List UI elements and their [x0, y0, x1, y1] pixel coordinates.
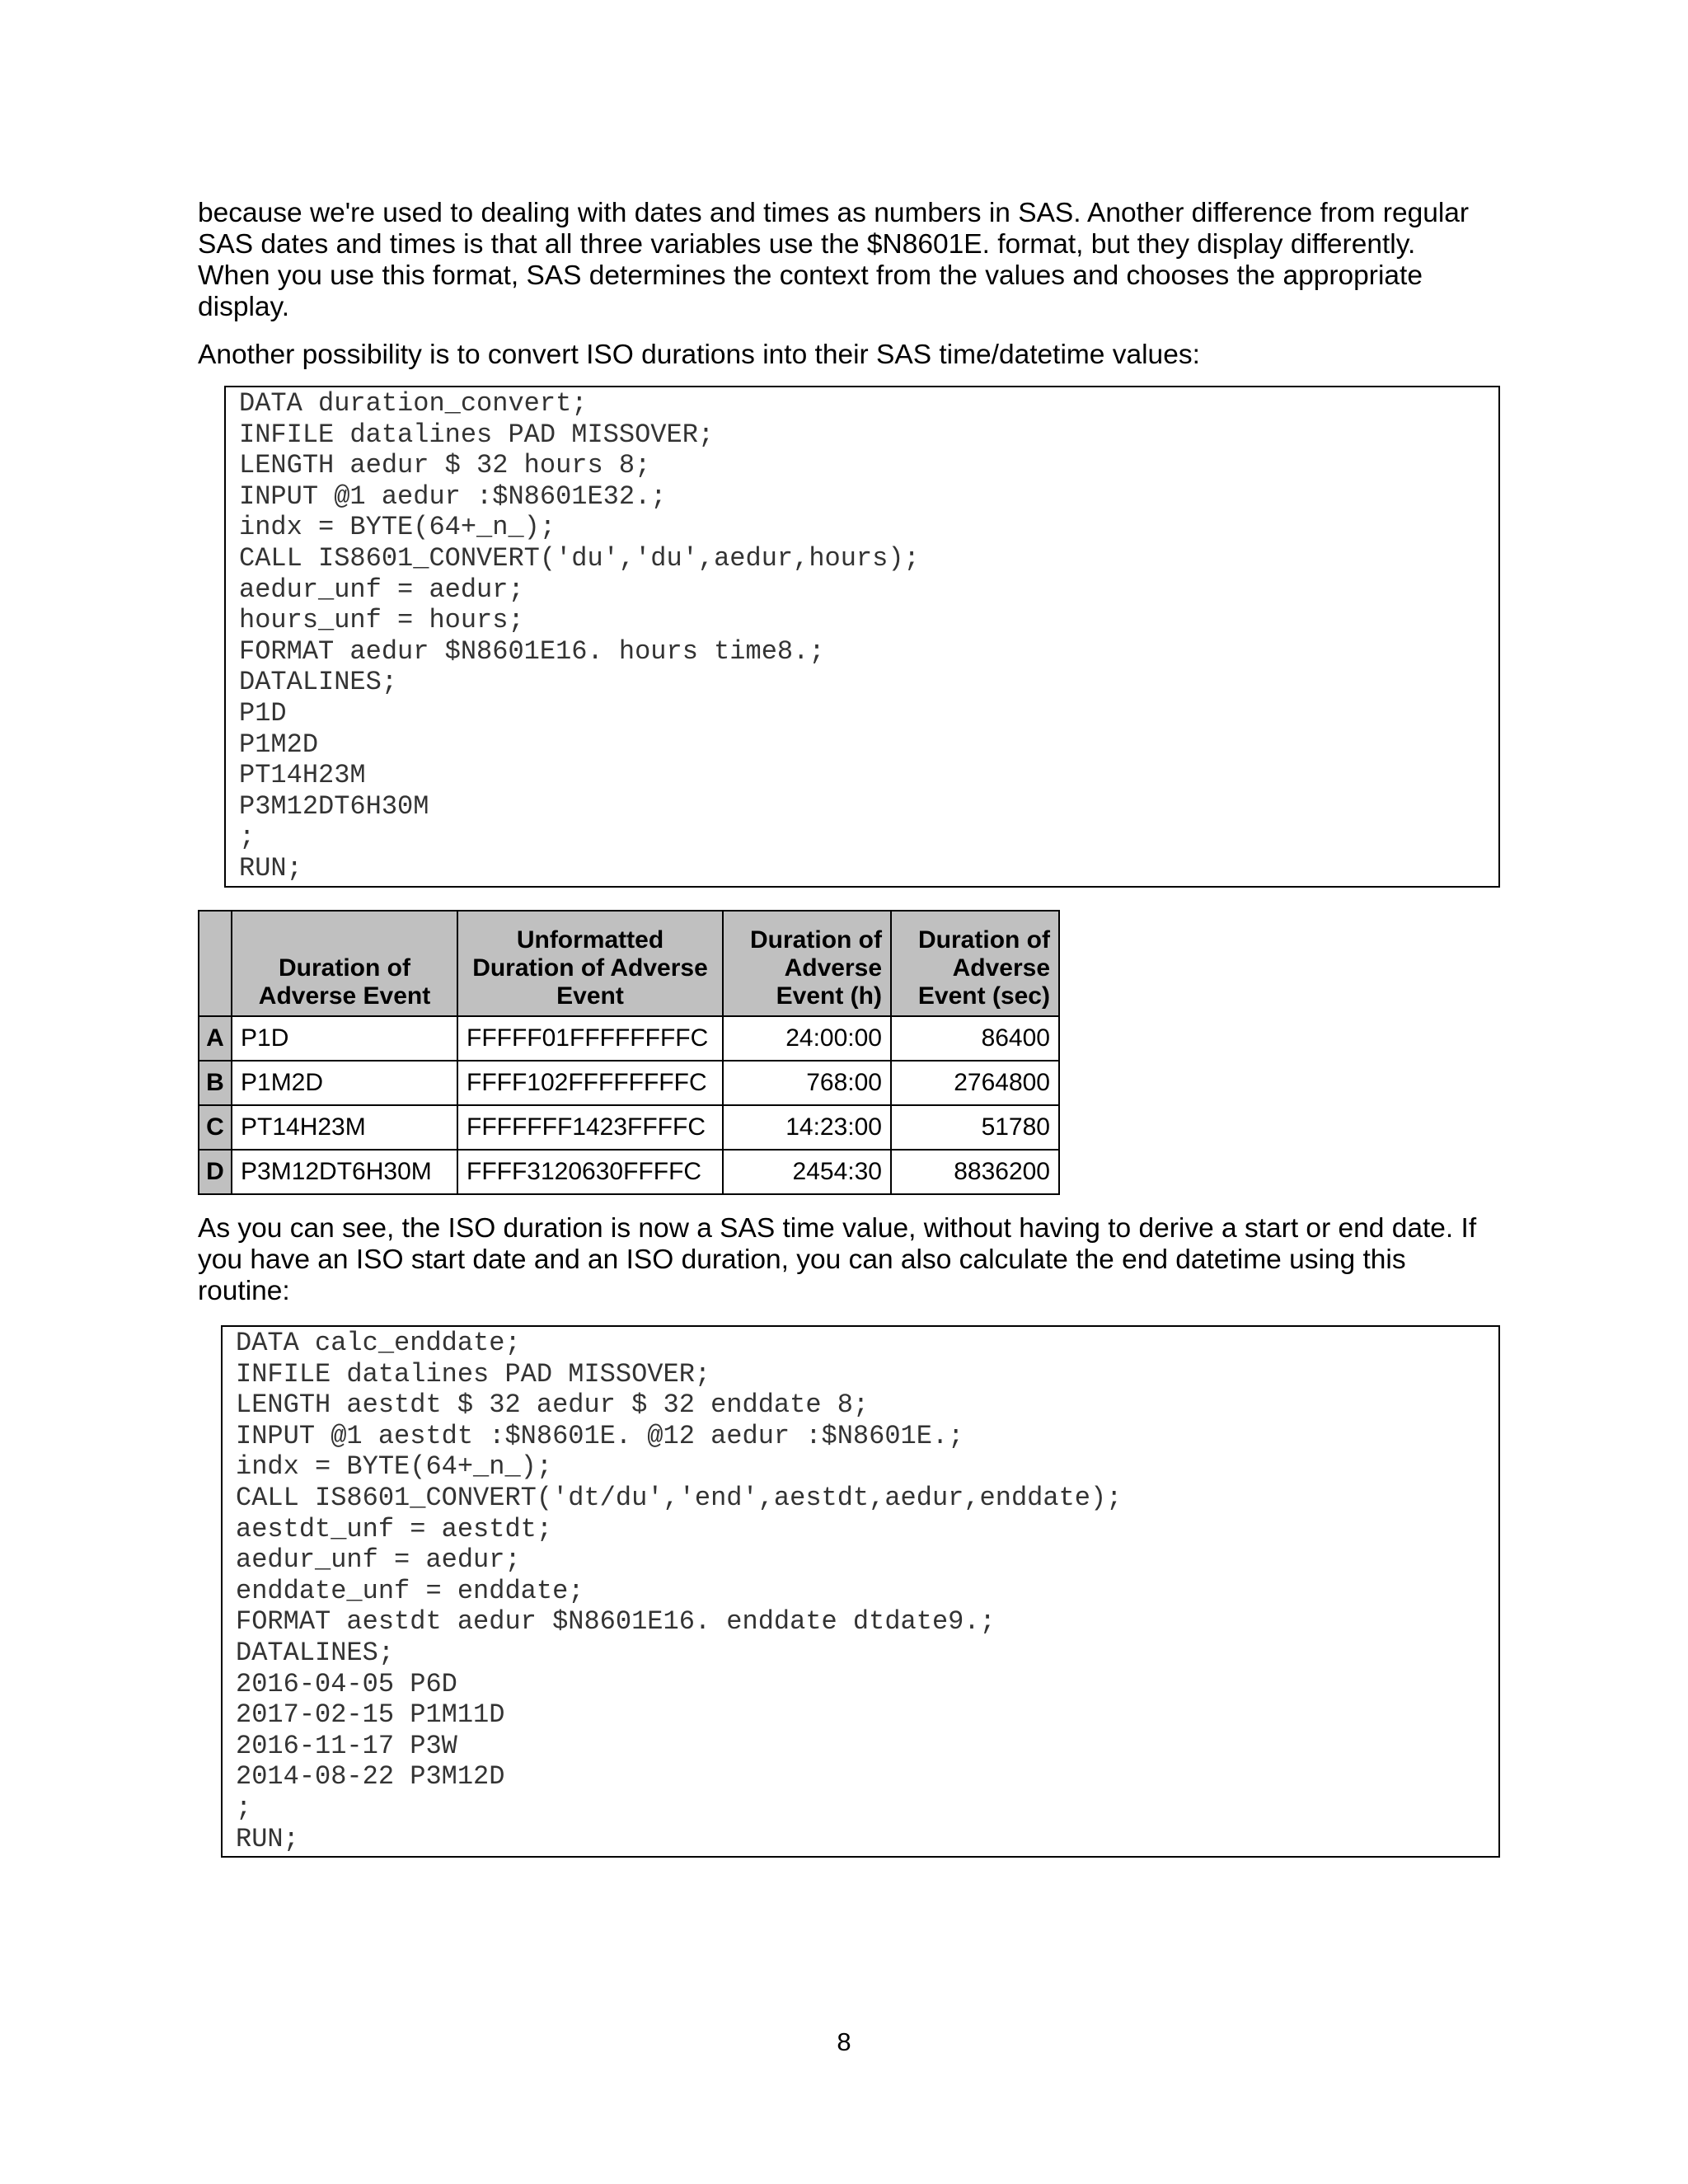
code-line: FORMAT aestdt aedur $N8601E16. enddate dtdate9.;: [236, 1606, 996, 1638]
cell-seconds: 8836200: [891, 1150, 1059, 1194]
code-line: CALL IS8601_CONVERT('dt/du','end',aestdt,aedur,enddate);: [236, 1482, 1123, 1513]
table-header-corner: [199, 911, 232, 1016]
code-line: P3M12DT6H30M: [239, 790, 429, 822]
cell-duration: PT14H23M: [232, 1105, 457, 1150]
cell-seconds: 2764800: [891, 1061, 1059, 1105]
code-block-calc-enddate: [221, 1325, 1500, 1858]
row-label: A: [199, 1016, 232, 1061]
code-line: DATALINES;: [239, 667, 398, 698]
code-line: 2016-11-17 P3W: [236, 1730, 457, 1761]
code-line: indx = BYTE(64+_n_);: [239, 512, 556, 543]
code-line: INPUT @1 aedur :$N8601E32.;: [239, 480, 667, 512]
code-line: aestdt_unf = aestdt;: [236, 1513, 553, 1544]
code-line: LENGTH aedur $ 32 hours 8;: [239, 450, 651, 481]
code-line: 2016-04-05 P6D: [236, 1668, 457, 1699]
code-line: DATALINES;: [236, 1637, 395, 1668]
code-line: LENGTH aestdt $ 32 aedur $ 32 enddate 8;: [236, 1390, 870, 1421]
code-line: aedur_unf = aedur;: [239, 574, 524, 605]
code-line: DATA duration_convert;: [239, 388, 588, 419]
cell-unformatted: FFFF102FFFFFFFFC: [457, 1061, 723, 1105]
table-row: [199, 1150, 1059, 1194]
cell-seconds: 51780: [891, 1105, 1059, 1150]
code-line: P1D: [239, 697, 287, 729]
code-line: enddate_unf = enddate;: [236, 1575, 584, 1606]
paragraph-conversion-intro: Another possibility is to convert ISO durations into their SAS time/datetime values:: [198, 340, 1200, 370]
code-line: P1M2D: [239, 729, 319, 760]
table-row: [199, 1061, 1059, 1105]
cell-hours: 2454:30: [723, 1150, 891, 1194]
cell-unformatted: FFFF3120630FFFFC: [457, 1150, 723, 1194]
row-label: C: [199, 1105, 232, 1150]
paragraph-enddate-intro: As you can see, the ISO duration is now a SAS time value, without having to derive a start or end date. If you have an ISO start date and an ISO duration, you can also calculate the end datetime using this routine:: [198, 1213, 1477, 1306]
code-line: aedur_unf = aedur;: [236, 1544, 521, 1576]
code-line: PT14H23M: [239, 760, 366, 791]
cell-hours: 24:00:00: [723, 1016, 891, 1061]
table-header-row: [199, 911, 1059, 1016]
cell-seconds: 86400: [891, 1016, 1059, 1061]
code-line: 2014-08-22 P3M12D: [236, 1761, 505, 1793]
code-line: INFILE datalines PAD MISSOVER;: [239, 419, 715, 450]
table-header-unformatted: Unformatted Duration of Adverse Event: [457, 911, 723, 1016]
table-row: [199, 1016, 1059, 1061]
code-line: RUN;: [236, 1823, 299, 1854]
code-line: 2017-02-15 P1M11D: [236, 1699, 505, 1731]
code-line: ;: [239, 822, 256, 853]
paragraph-intro: because we're used to dealing with dates and times as numbers in SAS. Another difference from regular SAS dates and times is that all three variables use the $N8601E. format, but they display differently. When you use this format, SAS determines the context from the values and chooses the appropriate display.: [198, 198, 1470, 322]
code-line: INFILE datalines PAD MISSOVER;: [236, 1358, 711, 1390]
cell-duration: P3M12DT6H30M: [232, 1150, 457, 1194]
results-table: [198, 910, 1060, 1195]
table-header-seconds: Duration of Adverse Event (sec): [891, 911, 1059, 1016]
page-number: 8: [837, 2027, 851, 2056]
code-line: indx = BYTE(64+_n_);: [236, 1451, 553, 1483]
table-row: [199, 1105, 1059, 1150]
cell-hours: 14:23:00: [723, 1105, 891, 1150]
code-line: CALL IS8601_CONVERT('du','du',aedur,hours);: [239, 542, 920, 574]
code-block-duration-convert: [224, 386, 1500, 888]
table-header-duration: Duration of Adverse Event: [232, 911, 457, 1016]
code-line: INPUT @1 aestdt :$N8601E. @12 aedur :$N8601E.;: [236, 1420, 964, 1451]
code-line: ;: [236, 1792, 252, 1823]
code-line: FORMAT aedur $N8601E16. hours time8.;: [239, 635, 825, 667]
table-header-hours: Duration of Adverse Event (h): [723, 911, 891, 1016]
row-label: B: [199, 1061, 232, 1105]
cell-hours: 768:00: [723, 1061, 891, 1105]
cell-duration: P1D: [232, 1016, 457, 1061]
page-content: [198, 198, 1500, 1854]
code-line: hours_unf = hours;: [239, 605, 524, 636]
cell-duration: P1M2D: [232, 1061, 457, 1105]
cell-unformatted: FFFFFFF1423FFFFC: [457, 1105, 723, 1150]
cell-unformatted: FFFFF01FFFFFFFFC: [457, 1016, 723, 1061]
row-label: D: [199, 1150, 232, 1194]
code-line: DATA calc_enddate;: [236, 1328, 521, 1358]
code-line: RUN;: [239, 852, 302, 883]
